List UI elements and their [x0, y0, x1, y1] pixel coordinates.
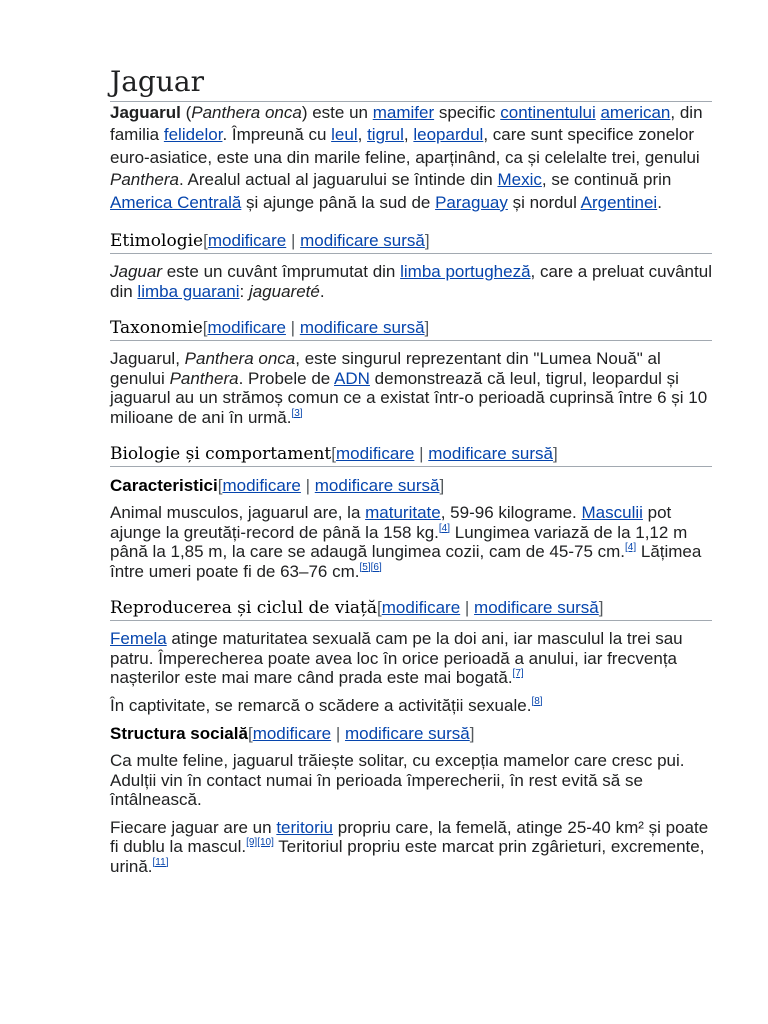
- link-argentinei[interactable]: Argentinei: [580, 192, 658, 212]
- subsection-heading-structura-sociala: Structura socială[modificare | modificare sursă]: [110, 724, 475, 744]
- link-maturitate[interactable]: maturitate: [365, 503, 441, 523]
- scientific-name: Panthera onca: [191, 103, 302, 122]
- link-leul[interactable]: leul: [331, 125, 358, 145]
- link-mamifer[interactable]: mamifer: [372, 103, 435, 122]
- link-limba-portugheza[interactable]: limba portugheză: [400, 262, 531, 282]
- edit-source-link[interactable]: modificare sursă: [300, 231, 425, 251]
- page-title: Jaguar: [110, 60, 712, 102]
- reference-link[interactable]: [7]: [512, 668, 524, 680]
- link-american[interactable]: american: [600, 103, 671, 122]
- reference-link[interactable]: [5]: [359, 561, 371, 573]
- teritoriu-paragraph: Fiecare jaguar are un teritoriu propriu care, la femelă, atinge 25-40 km² și poate fi dublu la mascul.[9][10] Teritoriul propriu este marcat prin zgârieturi, excremente, urină.[11]: [110, 817, 709, 876]
- edit-link[interactable]: modificare: [252, 724, 332, 744]
- structura-paragraph: Ca multe feline, jaguarul trăiește solitar, cu excepția mamelor care cresc pui. Adulții vin în contact numai în perioada împerecherii, în rest evită să se întâlnească.: [110, 751, 685, 810]
- reference-link[interactable]: [11]: [152, 856, 169, 868]
- link-limba-guarani[interactable]: limba guarani: [137, 281, 240, 301]
- intro-paragraph: Jaguarul (Panthera onca) este un mamifer specific continentului american, din familia felidelor. Împreună cu leul, tigrul, leopardul, care sunt specifice zonelor euro-asiatice, este una din marile feline, aparținând, ca și celelalte trei, genului Panthera. Arealul actual al jaguarului se întinde din Mexic, se continuă prin America Centrală și ajunge până la sud de Paraguay și nordul Argentinei.: [110, 103, 703, 212]
- link-felidelor[interactable]: felidelor: [163, 125, 223, 145]
- edit-source-link[interactable]: modificare sursă: [314, 476, 440, 496]
- subsection-heading-caracteristici: Caracteristici[modificare | modificare sursă]: [110, 476, 445, 496]
- edit-link[interactable]: modificare: [381, 598, 461, 618]
- link-continentului[interactable]: continentului: [500, 103, 596, 122]
- edit-source-link[interactable]: modificare sursă: [344, 724, 470, 744]
- link-femela[interactable]: Femela: [110, 629, 167, 649]
- link-masculii[interactable]: Masculii: [581, 503, 643, 523]
- edit-source-link[interactable]: modificare sursă: [474, 598, 599, 618]
- edit-section-links: [modificare | modificare sursă]: [331, 444, 558, 464]
- reference-link[interactable]: [3]: [291, 407, 303, 419]
- reproducerea-paragraph: Femela atinge maturitatea sexuală cam pe la doi ani, iar masculul la trei sau patru. Împerecherea poate avea loc în orice perioadă a anului, iar frecvența nașterilor este mai mare când prada este mai bogată.[7]: [110, 629, 683, 688]
- reference-link[interactable]: [4]: [625, 542, 637, 554]
- taxonomie-paragraph: Jaguarul, Panthera onca, este singurul reprezentant din "Lumea Nouă" al genului Panthera. Probele de ADN demonstrează că leul, tigrul, leopardul și jaguarul au un strămoș comun ce a existat într-o perioadă cuprinsă între 6 și 10 milioane de ani în urmă.[3]: [110, 349, 708, 427]
- article: [110, 60, 712, 884]
- edit-source-link[interactable]: modificare sursă: [299, 318, 425, 338]
- link-adn[interactable]: ADN: [334, 368, 370, 388]
- genus-name: Panthera: [110, 170, 179, 190]
- reference-link[interactable]: [4]: [438, 522, 451, 534]
- edit-link[interactable]: modificare: [222, 476, 301, 496]
- reference-link[interactable]: [8]: [531, 695, 543, 707]
- reference-link[interactable]: [10]: [257, 837, 274, 849]
- etimologie-paragraph: Jaguar este un cuvânt împrumutat din limba portugheză, care a preluat cuvântul din limba guarani: jaguareté.: [110, 262, 712, 301]
- edit-section-links: [modificare | modificare sursă]: [377, 598, 604, 618]
- edit-section-links: [modificare | modificare sursă]: [217, 476, 445, 496]
- edit-section-links: [modificare | modificare sursă]: [247, 724, 475, 744]
- link-america-centrala[interactable]: America Centrală: [110, 192, 242, 212]
- section-heading-taxonomie: Taxonomie[modificare | modificare sursă]: [110, 317, 712, 341]
- edit-link[interactable]: modificare: [207, 318, 286, 338]
- section-heading-biologie: Biologie și comportament[modificare | modificare sursă]: [110, 443, 712, 467]
- link-teritoriu[interactable]: teritoriu: [276, 817, 334, 837]
- edit-section-links: [modificare | modificare sursă]: [203, 231, 430, 251]
- caracteristici-paragraph: Animal musculos, jaguarul are, la maturitate, 59-96 kilograme. Masculii pot ajunge la greutăți-record de până la 158 kg.[4] Lungimea variază de la 1,12 m până la 1,85 m, la care se adaugă lungimea cozii, cam de 45-75 cm.[4] Lățimea între umeri poate fi de 63–76 cm.[5][6]: [110, 503, 702, 581]
- link-mexic[interactable]: Mexic: [497, 170, 542, 190]
- captivitate-paragraph: În captivitate, se remarcă o scădere a activității sexuale.[8]: [110, 695, 543, 715]
- section-heading-etimologie: Etimologie[modificare | modificare sursă]: [110, 230, 712, 254]
- link-leopardul[interactable]: leopardul: [413, 125, 484, 145]
- link-tigrul[interactable]: tigrul: [367, 125, 404, 145]
- edit-link[interactable]: modificare: [335, 444, 415, 464]
- edit-link[interactable]: modificare: [207, 231, 287, 251]
- edit-source-link[interactable]: modificare sursă: [428, 444, 553, 464]
- reference-link[interactable]: [6]: [370, 561, 382, 573]
- section-heading-reproducerea: Reproducerea și ciclul de viață[modificare | modificare sursă]: [110, 597, 712, 621]
- intro-bold-term: Jaguarul: [110, 103, 181, 122]
- edit-section-links: [modificare | modificare sursă]: [202, 318, 430, 338]
- reference-link[interactable]: [9]: [246, 837, 258, 849]
- link-paraguay[interactable]: Paraguay: [435, 192, 508, 212]
